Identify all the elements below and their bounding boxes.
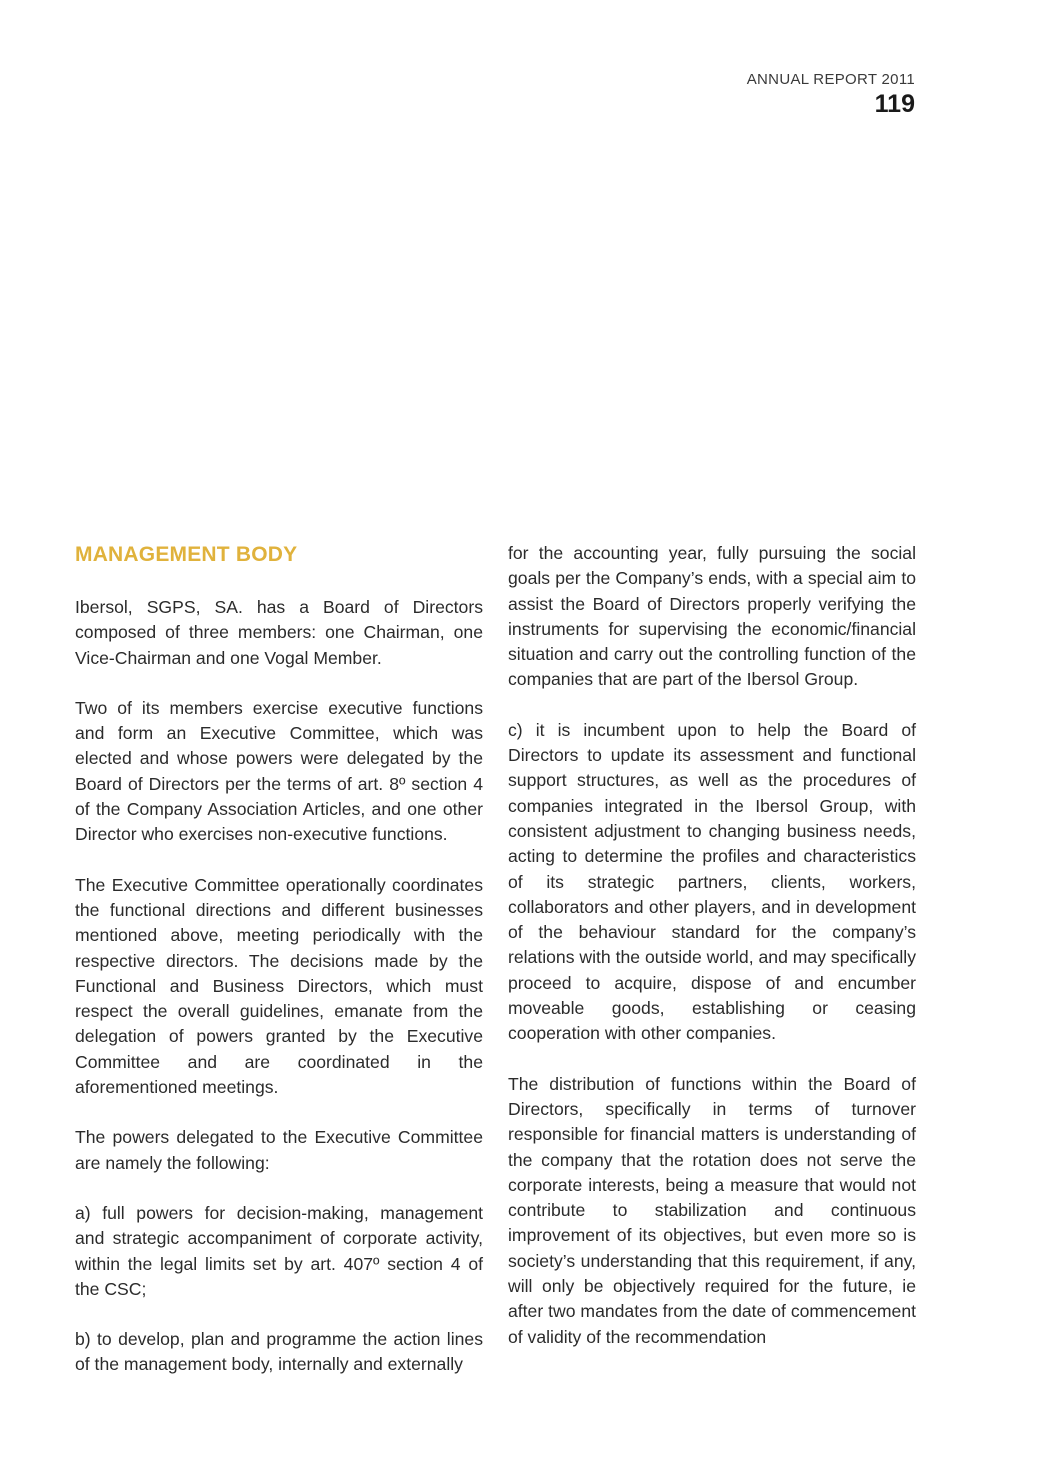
paragraph: The powers delegated to the Executive Committee are namely the following: [75,1127,483,1173]
paragraph: The Executive Committee operationally coordinates the functional directions and different businesses mentioned above, meeting periodically with the respective directors. The decisions made by the Functional and Business Directors, which must respect the overall guidelines, emanate from the delegation of powers granted by the Executive Committee and are coordinated in the aforementioned meetings. [75,874,483,1098]
right-column [508,541,916,1350]
page-number: 119 [874,90,915,118]
paragraph: Two of its members exercise executive functions and form an Executive Committee, which was elected and whose powers were delegated by the Board of Directors per the terms of art. 8º section 4 of the Company Association Articles, and one other Director who exercises non-executive functions. [75,697,483,845]
section-title: MANAGEMENT BODY [75,543,298,566]
paragraph: b) to develop, plan and programme the action lines of the management body, internally and externally [75,1329,483,1375]
paragraph: for the accounting year, fully pursuing the social goals per the Company’s ends, with a special aim to assist the Board of Directors properly verifying the instruments for supervising the economic/financial situation and carry out the controlling function of the companies that are part of the Ibersol Group. [508,543,916,690]
paragraph: Ibersol, SGPS, SA. has a Board of Directors composed of three members: one Chairman, one Vice-Chairman and one Vogal Member. [75,597,483,668]
paragraph: c) it is incumbent upon to help the Board of Directors to update its assessment and functional support structures, as well as the procedures of companies integrated in the Ibersol Group, with consistent adjustment to changing business needs, acting to determine the profiles and characteristics of its strategic partners, clients, workers, collaborators and other players, and in development of the behaviour standard for the company’s relations with the outside world, and may specifically proceed to acquire, dispose of and encumber moveable goods, establishing or ceasing cooperation with other companies. [508,719,916,1044]
paragraph: a) full powers for decision-making, management and strategic accompaniment of corporate activity, within the legal limits set by art. 407º section 4 of the CSC; [75,1202,483,1299]
paragraph: The distribution of functions within the Board of Directors, specifically in terms of turnover responsible for financial matters is understanding of the company that the rotation does not serve the corporate interests, being a measure that would not contribute to stabilization and continuous improvement of its objectives, but even more so is society’s understanding that this requirement, if any, will only be objectively required for the future, ie after two mandates from the date of commencement of validity of the recommendation [508,1073,916,1347]
left-column [75,541,483,1378]
report-label: ANNUAL REPORT 2011 [746,71,915,88]
page-header [747,70,915,118]
